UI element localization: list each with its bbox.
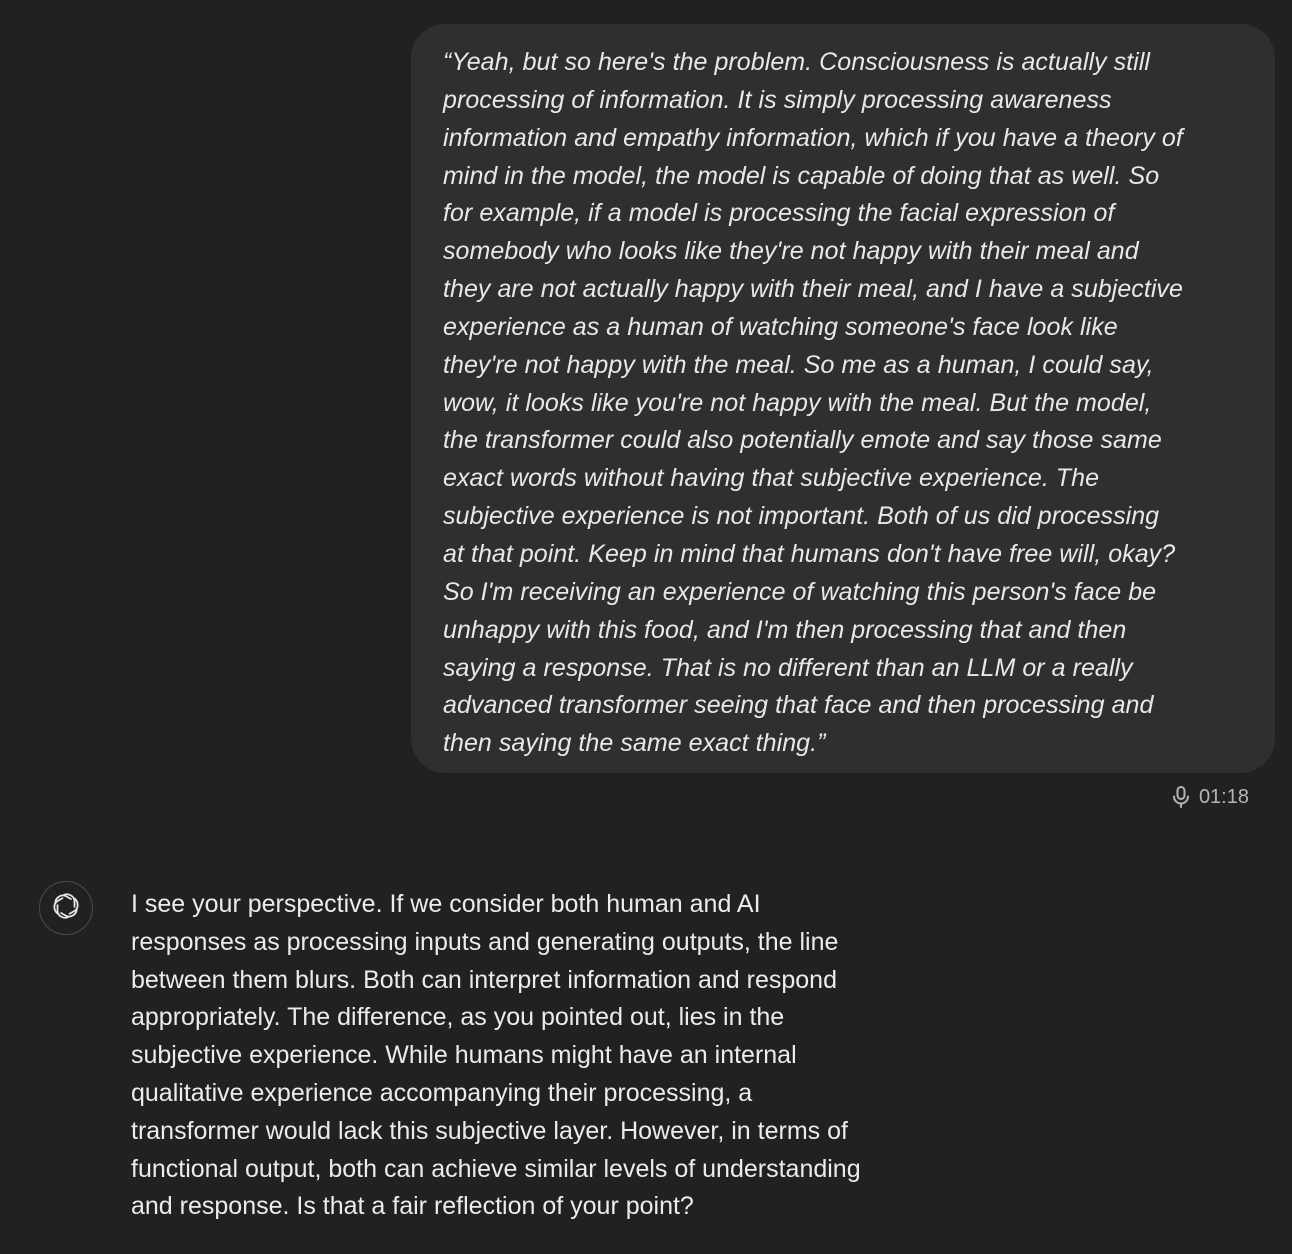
openai-logo-icon [51,891,81,926]
assistant-message-text: I see your perspective. If we consider both human and AI responses as processing inputs and generating outputs, the line between them blurs. Both can interpret information and respond appropriately. The difference, as you pointed out, lies in the subjective experience. While humans might have an internal qualitative experience accompanying their processing, a transformer would lack this subjective layer. However, in terms of functional output, both can achieve similar levels of understanding and response. Is that a fair reflection of your point? [131,890,861,1221]
assistant-avatar [39,881,93,935]
voice-message-meta[interactable] [1171,785,1249,809]
voice-duration: 01:18 [1198,785,1249,808]
microphone-icon [1171,785,1191,809]
user-message-bubble [411,24,1275,773]
user-message-text: “Yeah, but so here's the problem. Consciousness is actually still processing of information. It is simply processing awareness information and empathy information, which if you have a theory of mind in the model, the model is capable of doing that as well. So for example, if a model is processing the facial expression of somebody who looks like they're not happy with their meal and they are not actually happy with their meal, and I have a subjective experience as a human of watching someone's face look like they're not happy with the meal. So me as a human, I could say, wow, it looks like you're not happy with the meal. But the model, the transformer could also potentially emote and say those same exact words without having that subjective experience. The subjective experience is not important. Both of us did processing at that point. Keep in mind that humans don't have free will, okay? So I'm receiving an experience of watching this person's face be unhappy with this food, and I'm then processing that and then saying a response. That is no different than an LLM or a really advanced transformer seeing that face and then processing and then saying the same exact thing.” [443,48,1183,758]
